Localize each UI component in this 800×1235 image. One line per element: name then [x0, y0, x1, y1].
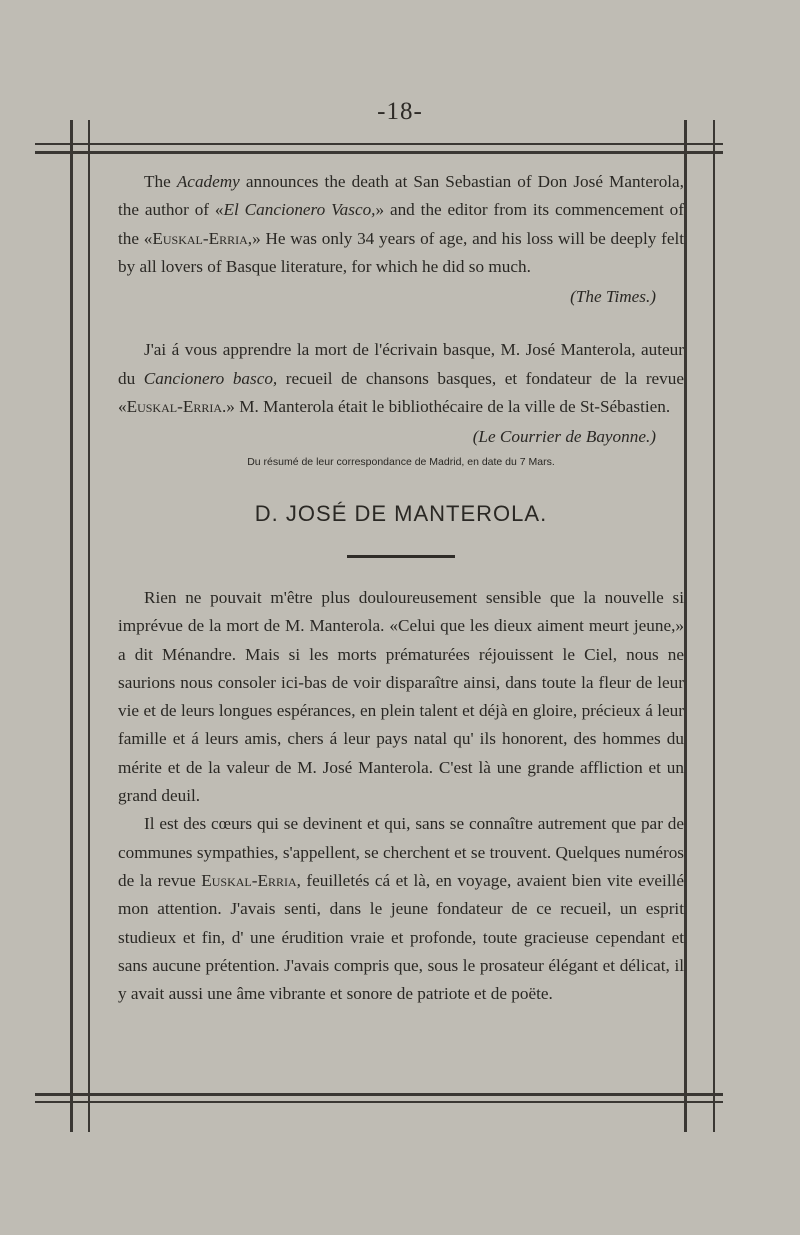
times-text-start: The [144, 172, 177, 191]
border-left-outer [70, 120, 73, 1132]
times-text-c: » He was only 34 years of age, and his loss will be deeply felt by all lovers of Basque literature, for which he did so much. [118, 228, 685, 276]
courrier-text-a: J'ai á vous apprendre la mort de l'écrivain basque, M. José Manterola, auteur du [118, 340, 684, 388]
border-right-outer [684, 120, 687, 1132]
euskal-erria-article: Euskal-Erria [201, 870, 297, 890]
times-text-b: » and the editor from its commencement of the « [118, 200, 684, 248]
euskal-erria-fr: Euskal-Erria. [126, 397, 227, 417]
article-paragraph-2 [118, 810, 684, 1008]
courrier-notice [118, 336, 684, 421]
paragraph-2-text-a: Il est des cœurs qui se devinent et qui, sans se connaître autrement que par de communes sympathies, s'appellent, se cherchent et se trouvent. Quelques numéros de la revue [118, 814, 684, 890]
resume-note: Du résumé de leur correspondance de Madrid, en date du 7 Mars. [247, 455, 555, 468]
border-top-line-2 [35, 151, 723, 154]
academy-title: Academy [176, 172, 240, 191]
times-text-a: announces the death at San Sebastian of Don José Manterola, the author of « [118, 172, 684, 220]
border-left-inner [88, 120, 90, 1132]
border-top-line-1 [35, 143, 723, 145]
page-content [118, 168, 684, 1008]
courrier-source: (Le Courrier de Bayonne.) [472, 427, 656, 447]
article-paragraph-1: Rien ne pouvait m'être plus douloureusement sensible que la nouvelle si imprévue de la mort de M. Manterola. «Celui que les dieux aiment meurt jeune,» a dit Ménandre. Mais si les morts prématurées réjouissent le Ciel, nous ne saurions nous consoler ici-bas de voir disparaître ainsi, dans toute la fleur de leur vie et de leurs longues espérances, en plein talent et déjà en gloire, précieux á leur famille et á leurs amis, chers á leur pays natal qu' ils honorent, des hommes du mérite et de la valeur de M. José Manterola. C'est là une grande affliction et un grand deuil. [118, 587, 684, 806]
euskal-erria-en: Euskal-Erria, [152, 228, 253, 248]
cancionero-title-fr: Cancionero basco, [143, 368, 278, 388]
courrier-text-b: recueil de chansons basques, et fondateur de la revue « [118, 368, 684, 417]
cancionero-title-en: El Cancionero Vasco, [223, 200, 376, 220]
page-number: -18- [377, 98, 423, 125]
border-bottom-line-2 [35, 1101, 723, 1103]
paragraph-2-text-b: , feuilletés cá et là, en voyage, avaient bien vite eveillé mon attention. J'avais senti, dans le jeune fondateur de ce recueil, un esprit studieux et fin, d' une érudition vraie et profonde, toute gracieuse cependant et sans aucune prétention. J'avais compris que, sous le prosateur élégant et délicat, il y avait aussi une âme vibrante et sonore de patriote et de poëte. [118, 870, 684, 1004]
times-notice [118, 168, 684, 281]
border-bottom-line-1 [35, 1093, 723, 1096]
border-right-inner [713, 120, 715, 1132]
title-rule [347, 555, 455, 558]
times-source: (The Times.) [570, 287, 656, 307]
courrier-text-c: » M. Manterola était le bibliothécaire de la ville de St-Sébastien. [226, 397, 671, 417]
article-title: D. JOSÉ DE MANTEROLA. [254, 500, 548, 526]
